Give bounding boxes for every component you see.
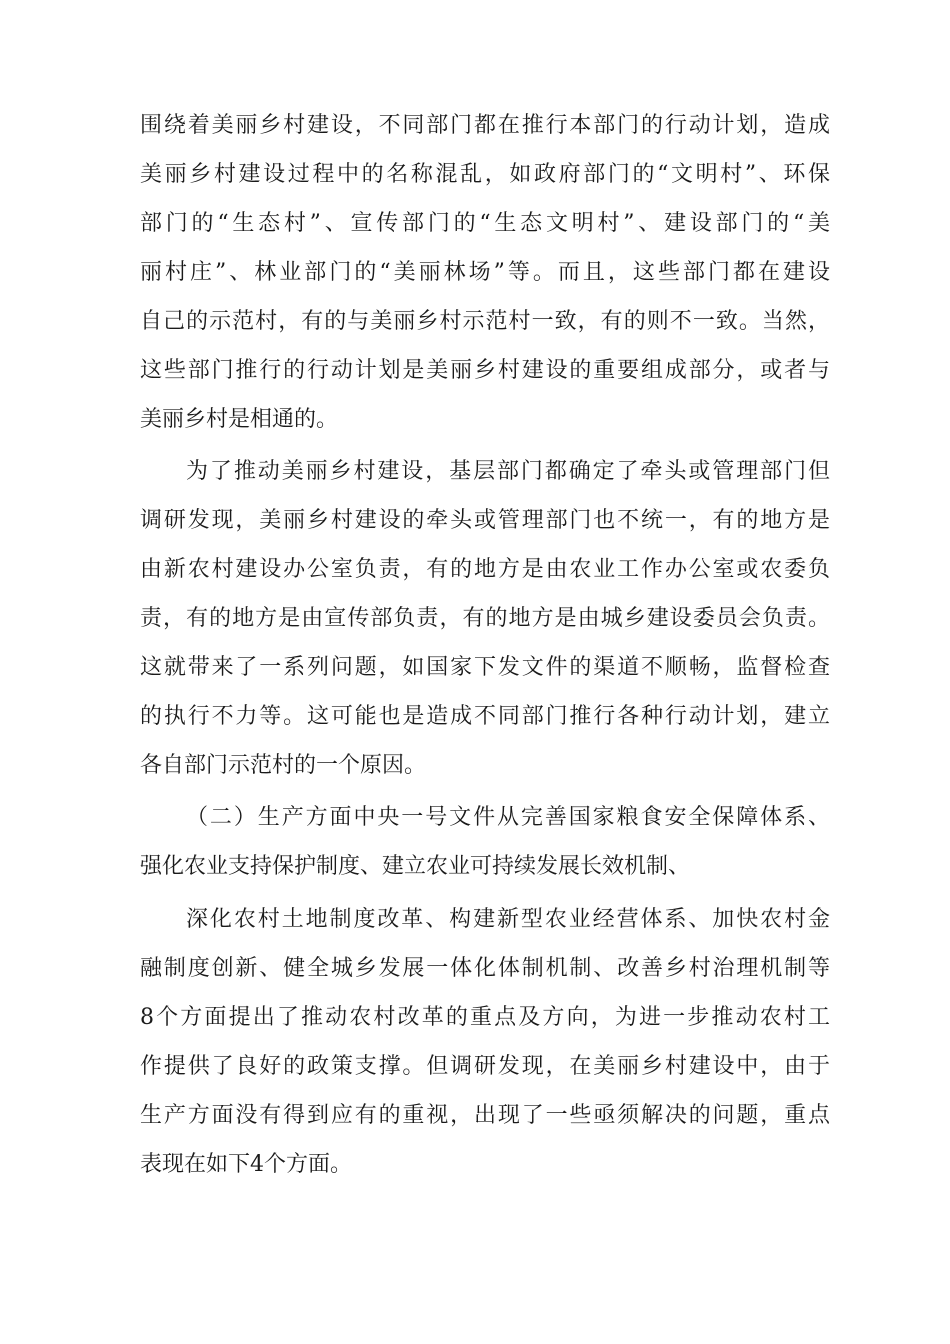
paragraph-4-line-3: 8个方面提出了推动农村改革的重点及方向，为进一步推动农村工: [140, 1005, 830, 1030]
paragraph-1-line-1: 围绕着美丽乡村建设，不同部门都在推行本部门的行动计划，造成: [140, 113, 830, 138]
paragraph-2-line-5: 这就带来了一系列问题，如国家下发文件的渠道不顺畅，监督检查: [140, 655, 830, 680]
paragraph-2-line-1: 为了推动美丽乡村建设，基层部门都确定了牵头或管理部门但: [186, 459, 830, 484]
paragraph-4-line-1: 深化农村土地制度改革、构建新型农业经营体系、加快农村金: [186, 907, 830, 932]
paragraph-2-line-6: 的执行不力等。这可能也是造成不同部门推行各种行动计划，建立: [140, 704, 830, 729]
paragraph-2-line-2: 调研发现，美丽乡村建设的牵头或管理部门也不统一，有的地方是: [140, 508, 830, 533]
paragraph-4-line-6: 表现在如下4个方面。: [140, 1152, 352, 1177]
paragraph-1-line-2: 美丽乡村建设过程中的名称混乱，如政府部门的“文明村”、环保: [140, 162, 830, 187]
paragraph-4-line-2: 融制度创新、健全城乡发展一体化体制机制、改善乡村治理机制等: [140, 956, 830, 981]
paragraph-1-line-6: 这些部门推行的行动计划是美丽乡村建设的重要组成部分，或者与: [140, 358, 830, 383]
paragraph-2-line-3: 由新农村建设办公室负责，有的地方是由农业工作办公室或农委负: [140, 557, 830, 582]
paragraph-2-line-4: 责，有的地方是由宣传部负责，有的地方是由城乡建设委员会负责。: [140, 606, 830, 631]
paragraph-3-line-1: （二）生产方面中央一号文件从完善国家粮食安全保障体系、: [186, 805, 830, 830]
paragraph-2-line-7: 各自部门示范村的一个原因。: [140, 753, 427, 778]
paragraph-1-line-5: 自己的示范村，有的与美丽乡村示范村一致，有的则不一致。当然，: [140, 309, 830, 334]
paragraph-4-line-5: 生产方面没有得到应有的重视，出现了一些亟须解决的问题，重点: [140, 1103, 830, 1128]
paragraph-1-line-7: 美丽乡村是相通的。: [140, 407, 339, 432]
paragraph-1-line-3: 部门的“生态村”、宣传部门的“生态文明村”、建设部门的“美: [140, 211, 830, 236]
paragraph-3-line-2: 强化农业支持保护制度、建立农业可持续发展长效机制、: [140, 854, 691, 879]
paragraph-1-line-4: 丽村庄”、林业部门的“美丽林场”等。而且，这些部门都在建设: [140, 260, 830, 285]
paragraph-4-line-4: 作提供了良好的政策支撑。但调研发现，在美丽乡村建设中，由于: [140, 1054, 830, 1079]
